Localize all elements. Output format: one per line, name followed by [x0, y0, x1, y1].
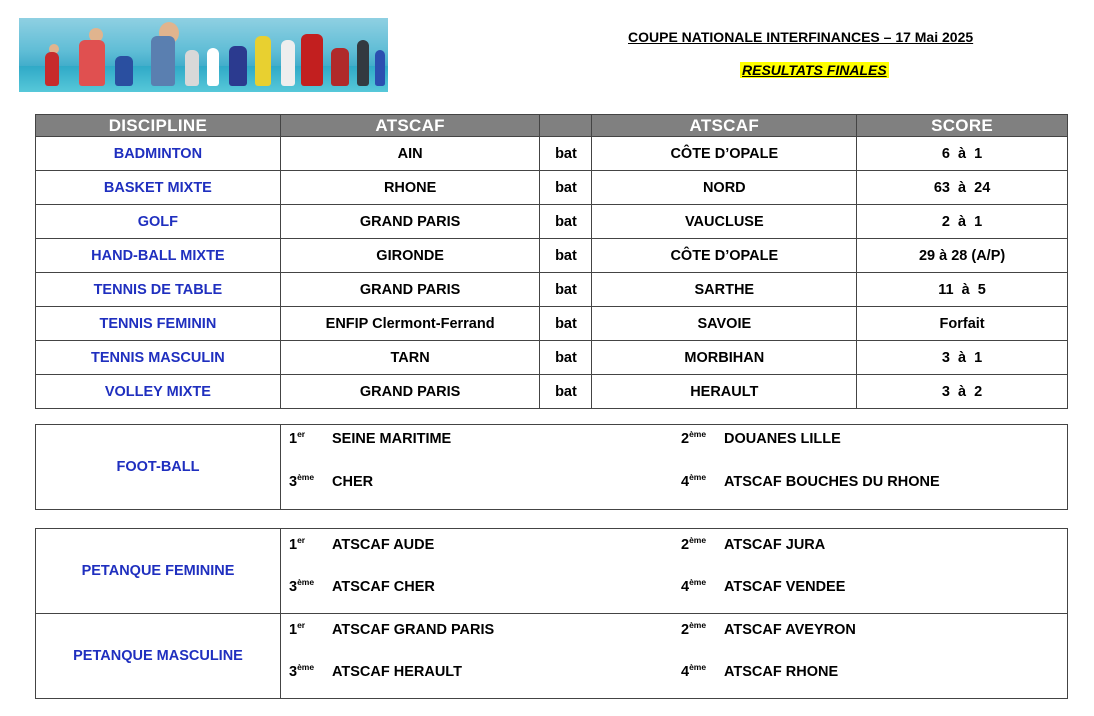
place-number: 2 — [681, 431, 690, 447]
table-row — [36, 273, 1068, 307]
place-suffix: er — [297, 429, 306, 439]
place-1 — [289, 431, 451, 447]
place-number: 2 — [681, 537, 690, 553]
table-row — [36, 307, 1068, 341]
score-cell: 3 à 2 — [857, 375, 1068, 409]
column-header — [540, 115, 592, 137]
winner-cell: GIRONDE — [280, 239, 540, 273]
winner-cell: GRAND PARIS — [280, 273, 540, 307]
score-cell: 29 à 28 (A/P) — [857, 239, 1068, 273]
discipline-cell: FOOT-BALL — [36, 425, 281, 510]
place-number: 4 — [681, 474, 690, 490]
team-name: ATSCAF CHER — [332, 579, 435, 595]
verb-cell: bat — [540, 341, 592, 375]
place-suffix: ème — [689, 577, 707, 587]
discipline-cell: PETANQUE FEMININE — [36, 529, 281, 614]
athlete-figure — [45, 52, 59, 86]
discipline-cell: BADMINTON — [36, 137, 281, 171]
place-4 — [681, 664, 838, 680]
team-name: DOUANES LILLE — [724, 431, 841, 447]
table-row — [36, 239, 1068, 273]
discipline-cell: TENNIS FEMININ — [36, 307, 281, 341]
team-name: ATSCAF AVEYRON — [724, 622, 856, 638]
place-number: 4 — [681, 664, 690, 680]
table-row — [36, 341, 1068, 375]
athlete-figure — [301, 34, 323, 86]
score-cell: 6 à 1 — [857, 137, 1068, 171]
verb-cell: bat — [540, 239, 592, 273]
athlete-figure — [79, 40, 105, 86]
verb-cell: bat — [540, 171, 592, 205]
results-header-row — [36, 115, 1068, 137]
place-number: 1 — [289, 622, 298, 638]
place-number: 3 — [289, 579, 298, 595]
team-name: ATSCAF AUDE — [332, 537, 435, 553]
athlete-figure — [357, 40, 369, 86]
place-suffix: ème — [689, 535, 707, 545]
loser-cell: SARTHE — [592, 273, 857, 307]
place-number: 3 — [289, 664, 298, 680]
score-cell: 63 à 24 — [857, 171, 1068, 205]
football-ranking-table — [35, 424, 1068, 510]
results-table — [35, 114, 1068, 409]
team-name: SEINE MARITIME — [332, 431, 452, 447]
place-number: 1 — [289, 537, 298, 553]
athlete-figure — [185, 50, 199, 86]
places-cell — [281, 614, 1068, 699]
team-name: CHER — [332, 474, 374, 490]
athlete-figure — [115, 56, 133, 86]
athlete-figure — [255, 36, 271, 86]
place-suffix: ème — [297, 472, 315, 482]
discipline-cell: TENNIS MASCULIN — [36, 341, 281, 375]
winner-cell: GRAND PARIS — [280, 375, 540, 409]
place-3 — [289, 579, 435, 595]
athlete-figure — [229, 46, 247, 86]
loser-cell: SAVOIE — [592, 307, 857, 341]
winner-cell: GRAND PARIS — [280, 205, 540, 239]
place-3 — [289, 474, 373, 490]
score-cell: 11 à 5 — [857, 273, 1068, 307]
place-number: 4 — [681, 579, 690, 595]
place-2 — [681, 537, 825, 553]
athlete-figure — [375, 50, 385, 86]
winner-cell: AIN — [280, 137, 540, 171]
place-suffix: er — [297, 620, 306, 630]
discipline-cell: PETANQUE MASCULINE — [36, 614, 281, 699]
loser-cell: CÔTE D’OPALE — [592, 239, 857, 273]
places-cell — [281, 425, 1068, 510]
team-name: ATSCAF JURA — [724, 537, 826, 553]
column-header: DISCIPLINE — [36, 115, 281, 137]
column-header: SCORE — [857, 115, 1068, 137]
document-title: COUPE NATIONALE INTERFINANCES – 17 Mai 2025 — [628, 29, 974, 45]
document-subtitle: RESULTATS FINALES — [742, 62, 887, 78]
petanque-ranking-table — [35, 528, 1068, 699]
team-name: ATSCAF HERAULT — [332, 664, 462, 680]
place-4 — [681, 579, 845, 595]
verb-cell: bat — [540, 307, 592, 341]
place-suffix: ème — [297, 577, 315, 587]
team-name: ATSCAF GRAND PARIS — [332, 622, 495, 638]
loser-cell: NORD — [592, 171, 857, 205]
discipline-cell: GOLF — [36, 205, 281, 239]
score-cell: 2 à 1 — [857, 205, 1068, 239]
place-2 — [681, 431, 841, 447]
winner-cell: TARN — [280, 341, 540, 375]
table-row — [36, 375, 1068, 409]
athlete-figure — [207, 48, 219, 86]
athlete-figure — [281, 40, 295, 86]
discipline-cell: HAND-BALL MIXTE — [36, 239, 281, 273]
place-1 — [289, 622, 494, 638]
column-header: ATSCAF — [592, 115, 857, 137]
places-cell — [281, 529, 1068, 614]
place-suffix: ème — [297, 662, 315, 672]
verb-cell: bat — [540, 273, 592, 307]
ranking-row — [36, 529, 1068, 614]
verb-cell: bat — [540, 205, 592, 239]
table-row — [36, 205, 1068, 239]
verb-cell: bat — [540, 375, 592, 409]
place-3 — [289, 664, 462, 680]
place-2 — [681, 622, 856, 638]
place-suffix: ème — [689, 662, 707, 672]
ranking-row — [36, 614, 1068, 699]
team-name: ATSCAF BOUCHES DU RHONE — [724, 474, 940, 490]
sports-banner-image — [19, 18, 388, 92]
score-cell: Forfait — [857, 307, 1068, 341]
place-4 — [681, 474, 940, 490]
athlete-figure — [331, 48, 349, 86]
athlete-figure — [151, 36, 175, 86]
loser-cell: VAUCLUSE — [592, 205, 857, 239]
place-suffix: ème — [689, 620, 707, 630]
place-number: 1 — [289, 431, 298, 447]
verb-cell: bat — [540, 137, 592, 171]
ranking-row — [36, 425, 1068, 510]
place-suffix: er — [297, 535, 306, 545]
place-1 — [289, 537, 434, 553]
table-row — [36, 171, 1068, 205]
winner-cell: ENFIP Clermont-Ferrand — [280, 307, 540, 341]
column-header: ATSCAF — [280, 115, 540, 137]
place-suffix: ème — [689, 472, 707, 482]
loser-cell: HERAULT — [592, 375, 857, 409]
place-number: 3 — [289, 474, 298, 490]
loser-cell: CÔTE D’OPALE — [592, 137, 857, 171]
place-suffix: ème — [689, 429, 707, 439]
discipline-cell: TENNIS DE TABLE — [36, 273, 281, 307]
score-cell: 3 à 1 — [857, 341, 1068, 375]
team-name: ATSCAF VENDEE — [724, 579, 846, 595]
winner-cell: RHONE — [280, 171, 540, 205]
team-name: ATSCAF RHONE — [724, 664, 839, 680]
discipline-cell: BASKET MIXTE — [36, 171, 281, 205]
place-number: 2 — [681, 622, 690, 638]
discipline-cell: VOLLEY MIXTE — [36, 375, 281, 409]
table-row — [36, 137, 1068, 171]
loser-cell: MORBIHAN — [592, 341, 857, 375]
